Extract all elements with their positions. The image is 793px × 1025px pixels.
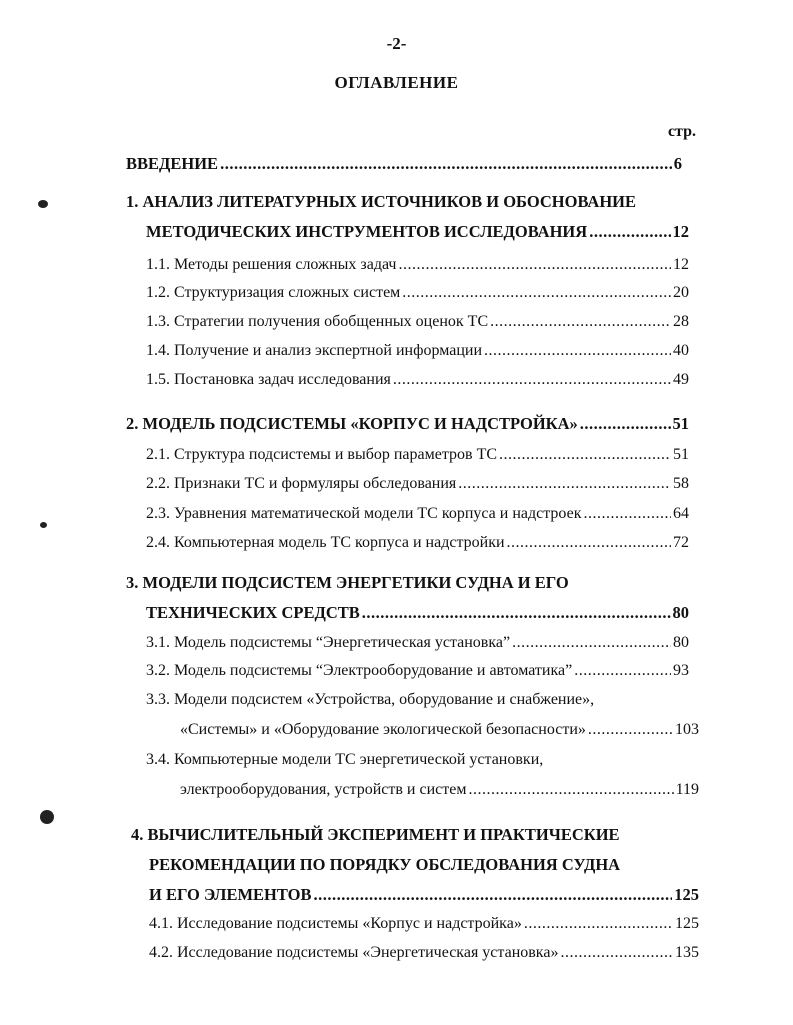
toc-entry-text: 3.1. Модель подсистемы “Энергетическая установка” — [146, 634, 511, 651]
toc-section-1-2 — [146, 284, 689, 302]
toc-section-1-3 — [146, 313, 689, 331]
toc-entry-page: 20 — [673, 284, 689, 301]
toc-entry-page: 125 — [674, 885, 699, 904]
toc-entry-page: 12 — [672, 222, 689, 241]
toc-entry-page: 80 — [672, 603, 689, 622]
toc-section-3-4-title: 3.4. Компьютерные модели ТС энергетической установки, — [146, 751, 544, 768]
leader-dots — [507, 534, 671, 552]
toc-section-2-4 — [146, 534, 689, 552]
leader-dots — [584, 505, 672, 523]
leader-dots — [524, 915, 673, 933]
leader-dots — [580, 414, 671, 434]
toc-chapter-3-title: 3. МОДЕЛИ ПОДСИСТЕМ ЭНЕРГЕТИКИ СУДНА И ЕГО — [126, 573, 569, 592]
toc-entry-text: 4.1. Исследование подсистемы «Корпус и надстройка» — [149, 915, 522, 932]
toc-entry-text: «Системы» и «Оборудование экологической безопасности» — [180, 721, 586, 738]
toc-entry-page: 40 — [673, 342, 689, 359]
leader-dots — [458, 475, 671, 493]
leader-dots — [574, 662, 671, 680]
toc-chapter-4-title-1: 4. ВЫЧИСЛИТЕЛЬНЫЙ ЭКСПЕРИМЕНТ И ПРАКТИЧЕСКИЕ — [131, 825, 620, 844]
scan-mark-2 — [40, 522, 47, 528]
toc-entry-text: 2.3. Уравнения математической модели ТС корпуса и надстроек — [146, 505, 582, 522]
toc-entry-page: 64 — [673, 505, 689, 522]
toc-chapter-1-title: 1. АНАЛИЗ ЛИТЕРАТУРНЫХ ИСТОЧНИКОВ И ОБОСНОВАНИЕ — [126, 192, 636, 211]
toc-entry-intro — [126, 154, 682, 174]
leader-dots — [398, 256, 671, 274]
toc-chapter-4 — [149, 885, 699, 905]
toc-entry-text: 4.2. Исследование подсистемы «Энергетическая установка» — [149, 944, 559, 961]
toc-entry-text: 1.2. Структуризация сложных систем — [146, 284, 401, 301]
toc-section-3-3 — [180, 721, 699, 739]
toc-entry-page: 49 — [673, 371, 689, 388]
toc-entry-page: 51 — [672, 414, 689, 433]
leader-dots — [589, 222, 670, 242]
leader-dots — [362, 603, 671, 623]
leader-dots — [220, 154, 672, 174]
toc-entry-page: 51 — [673, 446, 689, 463]
toc-section-4-2 — [149, 944, 699, 962]
toc-section-1-5 — [146, 371, 689, 389]
toc-entry-page: 12 — [673, 256, 689, 273]
toc-section-2-2 — [146, 475, 689, 493]
toc-section-1-1 — [146, 256, 689, 274]
toc-entry-page: 6 — [673, 154, 682, 173]
toc-entry-text: 2.1. Структура подсистемы и выбор параметров ТС — [146, 446, 498, 463]
toc-chapter-3 — [146, 603, 689, 623]
leader-dots — [512, 634, 671, 652]
toc-chapter-2 — [126, 414, 689, 434]
scan-mark-3 — [40, 810, 54, 824]
toc-entry-text: ВВЕДЕНИЕ — [126, 154, 219, 173]
leader-dots — [588, 721, 673, 739]
toc-section-2-3 — [146, 505, 689, 523]
toc-entry-page: 93 — [673, 662, 689, 679]
toc-section-3-3-title: 3.3. Модели подсистем «Устройства, оборудование и снабжение», — [146, 691, 595, 708]
toc-section-4-1 — [149, 915, 699, 933]
toc-entry-page: 103 — [675, 721, 699, 738]
toc-entry-page: 80 — [673, 634, 689, 651]
toc-entry-text: электрооборудования, устройств и систем — [180, 781, 467, 798]
toc-entry-page: 72 — [673, 534, 689, 551]
toc-entry-text: ТЕХНИЧЕСКИХ СРЕДСТВ — [146, 603, 360, 622]
leader-dots — [560, 944, 673, 962]
leader-dots — [490, 313, 671, 331]
leader-dots — [314, 885, 673, 905]
toc-entry-page: 125 — [675, 915, 699, 932]
toc-entry-page: 135 — [675, 944, 699, 961]
toc-section-1-4 — [146, 342, 689, 360]
leader-dots — [402, 284, 671, 302]
toc-entry-text: 2. МОДЕЛЬ ПОДСИСТЕМЫ «КОРПУС И НАДСТРОЙКА» — [126, 414, 578, 433]
toc-entry-text: 1.3. Стратегии получения обобщенных оценок ТС — [146, 313, 489, 330]
page-column-label: стр. — [667, 123, 696, 140]
page-number: -2- — [386, 34, 407, 53]
toc-section-3-1 — [146, 634, 689, 652]
leader-dots — [499, 446, 671, 464]
toc-entry-page: 119 — [675, 781, 699, 798]
toc-entry-text: 2.2. Признаки ТС и формуляры обследования — [146, 475, 457, 492]
toc-entry-text: 2.4. Компьютерная модель ТС корпуса и надстройки — [146, 534, 505, 551]
toc-entry-page: 58 — [673, 475, 689, 492]
toc-entry-text: 1.4. Получение и анализ экспертной информации — [146, 342, 483, 359]
toc-entry-text: 1.1. Методы решения сложных задач — [146, 256, 397, 273]
toc-entry-page: 28 — [673, 313, 689, 330]
toc-chapter-1 — [146, 222, 689, 242]
toc-entry-text: 1.5. Постановка задач исследования — [146, 371, 391, 388]
toc-entry-text: МЕТОДИЧЕСКИХ ИНСТРУМЕНТОВ ИССЛЕДОВАНИЯ — [146, 222, 588, 241]
toc-section-3-2 — [146, 662, 689, 680]
toc-section-3-4 — [180, 781, 699, 799]
page-title: ОГЛАВЛЕНИЕ — [334, 73, 459, 92]
leader-dots — [468, 781, 673, 799]
toc-chapter-4-title-2: РЕКОМЕНДАЦИИ ПО ПОРЯДКУ ОБСЛЕДОВАНИЯ СУДНА — [149, 855, 621, 874]
leader-dots — [393, 371, 671, 389]
toc-entry-text: И ЕГО ЭЛЕМЕНТОВ — [149, 885, 312, 904]
leader-dots — [484, 342, 671, 360]
scan-mark-1 — [38, 200, 48, 208]
toc-section-2-1 — [146, 446, 689, 464]
toc-entry-text: 3.2. Модель подсистемы “Электрооборудование и автоматика” — [146, 662, 573, 679]
